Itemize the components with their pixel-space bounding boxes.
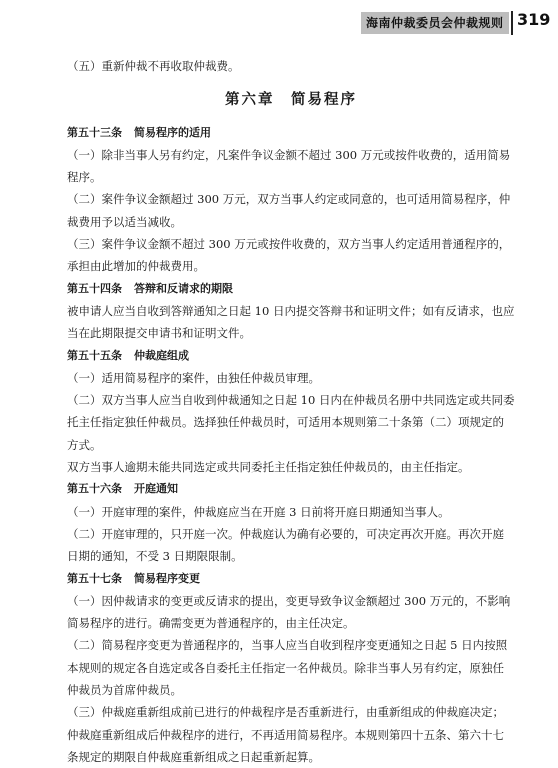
article-heading — [67, 122, 515, 144]
chapter-title: 第六章 简易程序 — [225, 92, 357, 109]
article — [67, 345, 515, 479]
article-paragraph: （一）开庭审理的案件，仲裁庭应当在开庭 3 日前将开庭日期通知当事人。 — [67, 504, 450, 519]
article-paragraph: （一）因仲裁请求的变更或反请求的提出，变更导致争议金额超过 300 万元的，不影响简易程序的进行。确需变更为普通程序的，由主任决定。 — [67, 593, 511, 631]
top-paragraph: （五）重新仲裁不再收取仲裁费。 — [67, 59, 240, 73]
article-number: 第五十六条 — [67, 482, 122, 496]
article-heading — [67, 478, 515, 500]
article-paragraph: （一）适用简易程序的案件，由独任仲裁员审理。 — [67, 370, 320, 385]
article-paragraph: 双方当事人逾期未能共同选定或共同委托主任指定独任仲裁员的，由主任指定。 — [67, 460, 470, 475]
article-paragraph: 被申请人应当自收到答辩通知之日起 10 日内提交答辩书和证明文件；如有反请求，也应当在此期限提交申请书和证明文件。 — [67, 303, 515, 341]
page-header — [0, 0, 558, 40]
article — [67, 278, 515, 345]
header-divider — [511, 11, 513, 35]
article-number: 第五十五条 — [67, 348, 122, 362]
article-paragraph: （二）案件争议金额超过 300 万元，双方当事人约定或同意的，也可适用简易程序，仲裁费用予以适当减收。 — [67, 192, 511, 229]
article-title: 答辩和反请求的期限 — [134, 281, 233, 295]
article-paragraph: （二）简易程序变更为普通程序的，当事人应当自收到程序变更通知之日起 5 日内按照本规则的规定各自选定或各自委托主任指定一名仲裁员。除非当事人另有约定，原独任仲裁员为首席仲裁员。 — [67, 638, 508, 698]
articles-container — [67, 122, 515, 768]
article-paragraph: （三）仲裁庭重新组成前已进行的仲裁程序是否重新进行，由重新组成的仲裁庭决定；仲裁庭重新组成后仲裁程序的进行，不再适用简易程序。本规则第四十五条、第六十七条规定的期限自仲裁庭重新组成之日起重新起算。 — [67, 705, 504, 764]
article-title: 开庭通知 — [134, 482, 178, 496]
article-heading — [67, 568, 515, 590]
article-number: 第五十七条 — [67, 571, 122, 585]
article-number: 第五十四条 — [67, 281, 122, 295]
article — [67, 122, 515, 278]
article — [67, 568, 515, 768]
article-title: 简易程序的适用 — [134, 125, 211, 139]
article-number: 第五十三条 — [67, 125, 122, 139]
article-heading — [67, 345, 515, 367]
article-paragraph: （三）案件争议金额不超过 300 万元或按件收费的，双方当事人约定适用普通程序的，承担由此增加的仲裁费用。 — [67, 237, 511, 274]
article-title: 简易程序变更 — [134, 571, 200, 585]
document-body — [67, 55, 515, 768]
article-paragraph: （二）双方当事人应当自收到仲裁通知之日起 10 日内在仲裁员名册中共同选定或共同委托主任指定独任仲裁员。选择独任仲裁员时，可适用本规则第二十条第（二）项规定的方式。 — [67, 393, 515, 452]
article — [67, 478, 515, 567]
article-title: 仲裁庭组成 — [134, 348, 189, 362]
page-number: 319 — [517, 10, 551, 29]
article-paragraph: （一）除非当事人另有约定，凡案件争议金额不超过 300 万元或按件收费的，适用简易程序。 — [67, 147, 511, 185]
article-heading — [67, 278, 515, 300]
header-title: 海南仲裁委员会仲裁规则 — [366, 16, 504, 30]
article-paragraph: （二）开庭审理的，只开庭一次。仲裁庭认为确有必要的，可决定再次开庭。再次开庭日期的通知，不受 3 日期限限制。 — [67, 526, 504, 564]
